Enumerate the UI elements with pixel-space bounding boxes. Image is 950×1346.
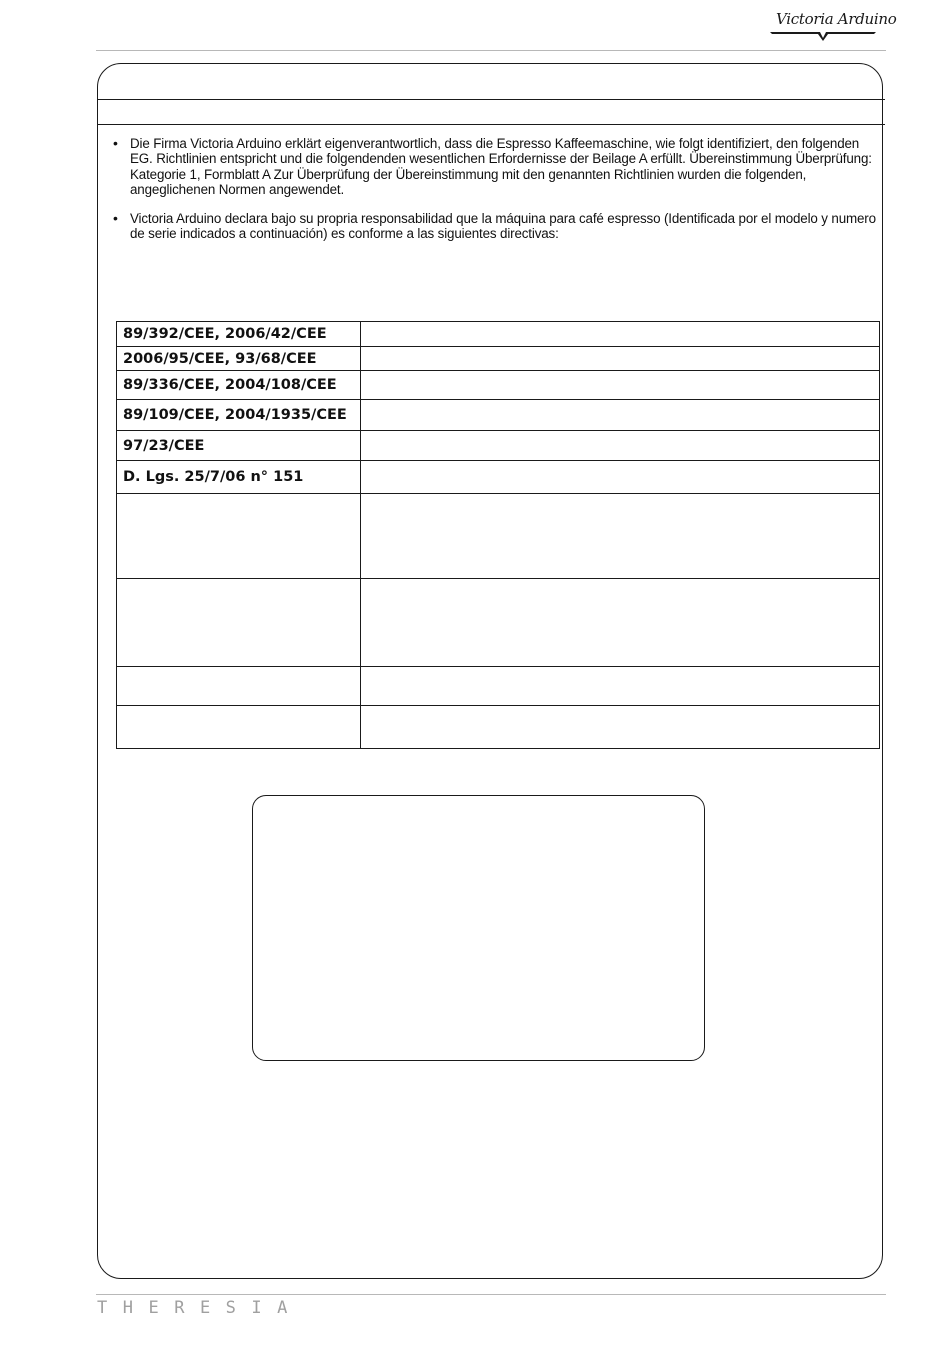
table-row xyxy=(117,322,880,347)
directive-description xyxy=(361,431,880,461)
directive-code xyxy=(117,579,361,667)
directive-code: 97/23/CEE xyxy=(117,431,361,461)
declaration-de: • Die Firma Victoria Arduino erklärt eigenverantwortlich, dass die Espresso Kaffeemaschine, wie folgt identifiziert, den folgenden EG. Richtlinien entspricht und die folgendenden wesentlichen Erfordernisse der Beilage A erfüllt. Übereinstimmung Überprüfung: Kategorie 1, Formblatt A Zur Überprüfung der Übereinstimmung mit den genannten Richtlinien wurden die folgenden, angeglichenen Normen angewendet. xyxy=(112,136,877,197)
directive-code: 89/109/CEE, 2004/1935/CEE xyxy=(117,400,361,431)
frame-title-divider-bottom xyxy=(97,124,885,125)
directive-code: 89/392/CEE, 2006/42/CEE xyxy=(117,322,361,347)
directives-table xyxy=(116,321,880,749)
table-row xyxy=(117,347,880,371)
directive-code: 2006/95/CEE, 93/68/CEE xyxy=(117,347,361,371)
header-rule xyxy=(96,50,886,51)
table-row xyxy=(117,667,880,706)
table-row xyxy=(117,494,880,579)
directive-code xyxy=(117,706,361,749)
brand-logo xyxy=(768,8,897,44)
directive-description xyxy=(361,579,880,667)
directive-description xyxy=(361,461,880,494)
logo-text: Victoria Arduino xyxy=(776,10,897,28)
footer-rule xyxy=(96,1294,886,1295)
directive-description xyxy=(361,706,880,749)
directive-code: D. Lgs. 25/7/06 n° 151 xyxy=(117,461,361,494)
signature-stamp-box xyxy=(252,795,705,1061)
table-row xyxy=(117,431,880,461)
table-row xyxy=(117,579,880,667)
frame-title-divider-top xyxy=(97,99,885,100)
directive-code xyxy=(117,667,361,706)
directive-description xyxy=(361,322,880,347)
declaration-es: • Victoria Arduino declara bajo su propria responsabilidad que la máquina para café espresso (Identificada por el modelo y numero de serie indicados a continuación) es conforme a las siguientes directivas: xyxy=(112,211,877,242)
directive-description xyxy=(361,494,880,579)
directive-description xyxy=(361,347,880,371)
declaration-list xyxy=(112,136,877,256)
table-row xyxy=(117,371,880,400)
footer-product-name: THERESIA xyxy=(97,1298,303,1318)
directive-description xyxy=(361,371,880,400)
table-row xyxy=(117,706,880,749)
directive-description xyxy=(361,667,880,706)
directive-code xyxy=(117,494,361,579)
table-row xyxy=(117,400,880,431)
directive-description xyxy=(361,400,880,431)
table-row xyxy=(117,461,880,494)
directive-code: 89/336/CEE, 2004/108/CEE xyxy=(117,371,361,400)
